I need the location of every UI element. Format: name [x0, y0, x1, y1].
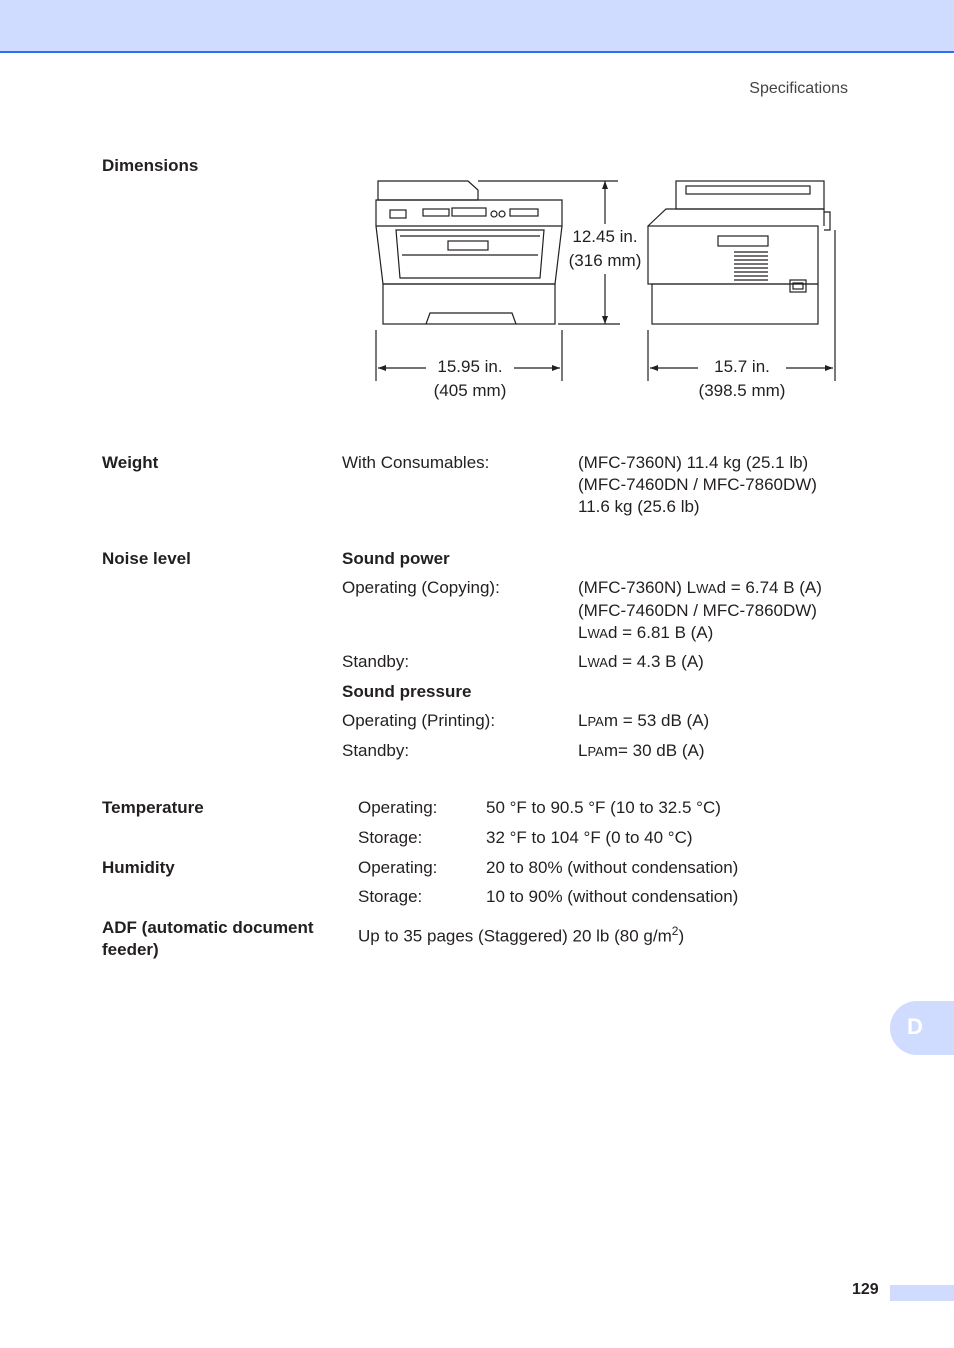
standby-pressure-value: LPAm= 30 dB (A): [578, 741, 705, 760]
appendix-tab: D: [890, 1001, 954, 1055]
op-copy-label: Operating (Copying):: [342, 578, 500, 597]
printer-side-view: [648, 181, 830, 324]
weight-value: (MFC-7360N) 11.4 kg (25.1 lb) (MFC-7460DN / MFC-7860DW) 11.6 kg (25.6 lb): [578, 453, 817, 516]
weight-sub: With Consumables:: [342, 453, 490, 472]
footer-bar: [890, 1285, 954, 1301]
sound-pressure-heading: Sound pressure: [342, 682, 472, 701]
dimensions-label: Dimensions: [102, 156, 199, 175]
temp-operating-label: Operating:: [358, 798, 438, 817]
adf-label: ADF (automatic document feeder): [102, 918, 314, 959]
humidity-operating-value: 20 to 80% (without condensation): [486, 858, 739, 877]
height-dimension: 12.45 in. (316 mm): [568, 227, 642, 270]
temp-storage-value: 32 °F to 104 °F (0 to 40 °C): [486, 828, 693, 847]
temperature-label: Temperature: [102, 798, 204, 817]
noise-label: Noise level: [102, 549, 191, 568]
op-copy-value: (MFC-7360N) LWAd = 6.74 B (A) (MFC-7460DN / MFC-7860DW) LWAd = 6.81 B (A): [578, 578, 822, 642]
humidity-storage-value: 10 to 90% (without condensation): [486, 887, 739, 906]
standby-power-label: Standby:: [342, 652, 410, 671]
width-dimension: 15.95 in. (405 mm): [433, 357, 507, 400]
temp-storage-label: Storage:: [358, 828, 423, 847]
weight-label: Weight: [102, 453, 159, 472]
op-print-label: Operating (Printing):: [342, 711, 496, 730]
standby-power-value: LWAd = 4.3 B (A): [578, 652, 704, 671]
page-number: 129: [852, 1281, 879, 1298]
standby-pressure-label: Standby:: [342, 741, 410, 760]
humidity-storage-label: Storage:: [358, 887, 423, 906]
humidity-operating-label: Operating:: [358, 858, 438, 877]
section-title: Specifications: [749, 80, 848, 97]
adf-value: Up to 35 pages (Staggered) 20 lb (80 $g/m^2$): [358, 924, 685, 946]
sound-power-heading: Sound power: [342, 549, 450, 568]
op-print-value: LPAm = 53 dB (A): [578, 711, 710, 730]
humidity-label: Humidity: [102, 858, 175, 877]
printer-front-view: [376, 181, 562, 324]
temp-operating-value: 50 °F to 90.5 °F (10 to 32.5 °C): [486, 798, 721, 817]
depth-dimension: 15.7 in. (398.5 mm): [698, 357, 786, 400]
